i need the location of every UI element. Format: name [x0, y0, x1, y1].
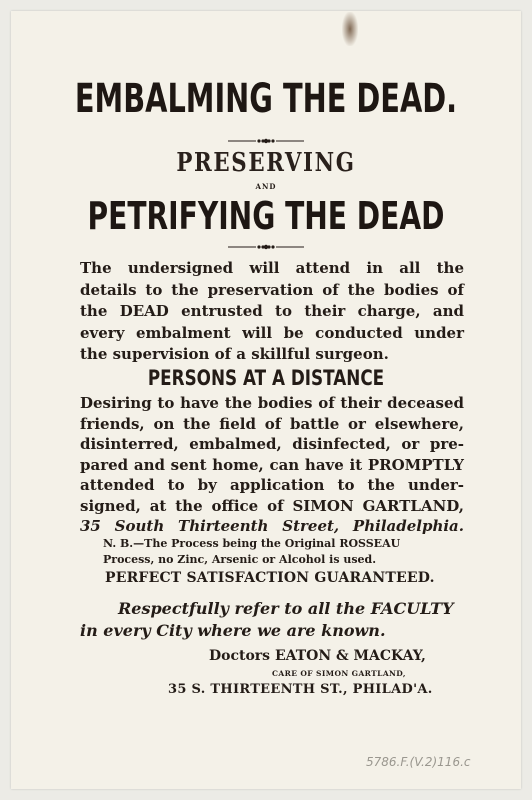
references-line: Respectfully refer to all the FACULTY: [118, 599, 454, 618]
care-of-line: CARE OF SIMON GARTLAND,: [272, 669, 406, 678]
distance-line: 35 South Thirteenth Street, Philadelphia.: [80, 517, 464, 535]
intro-line: the supervision of a skillful surgeon.: [80, 345, 389, 363]
title-preserving: PRESERVING: [176, 148, 356, 178]
ornamental-rule-top: [228, 137, 304, 145]
nb-line: Process, no Zinc, Arsenic or Alcohol is used.: [103, 553, 377, 566]
intro-line: the DEAD entrusted to their charge, and: [80, 302, 464, 320]
distance-line: Desiring to have the bodies of their deceased: [80, 394, 464, 412]
distance-line: pared and sent home, can have it PROMPTLY: [80, 455, 464, 474]
nb-line: N. B.—The Process being the Original ROSSEAU: [103, 537, 401, 550]
doctors-signature: Doctors EATON & MACKAY,: [209, 648, 426, 664]
distance-line: friends, on the field of battle or elsewhere,: [80, 414, 464, 433]
address-line: 35 S. THIRTEENTH ST., PHILAD'A.: [168, 682, 433, 697]
references: [80, 598, 464, 642]
subheading-distance: PERSONS AT A DISTANCE: [147, 366, 385, 390]
references-line: in every City where we are known.: [80, 621, 386, 640]
guarantee-line: PERFECT SATISFACTION GUARANTEED.: [105, 570, 435, 586]
ornamental-rule-bottom: [228, 243, 304, 251]
catalog-pencil-note: 5786.F.(V.2)116.c: [366, 755, 471, 769]
intro-line: every embalment will be conducted under: [80, 323, 464, 342]
intro-line: details to the preservation of the bodies of: [80, 280, 464, 299]
title-petrifying: PETRIFYING THE DEAD: [87, 194, 445, 238]
title-embalming: EMBALMING THE DEAD.: [74, 76, 458, 122]
distance-line: disinterred, embalmed, disinfected, or pre-: [80, 435, 464, 453]
title-and: AND: [255, 182, 277, 191]
nota-bene: [103, 536, 443, 568]
distance-line: attended to by application to the under-: [80, 476, 464, 494]
intro-line: The undersigned will attend in all the: [80, 259, 464, 277]
distance-paragraph: [80, 393, 464, 537]
ink-stain: [342, 12, 358, 46]
distance-line: signed, at the office of SIMON GARTLAND,: [80, 496, 464, 515]
intro-paragraph: [80, 258, 464, 366]
